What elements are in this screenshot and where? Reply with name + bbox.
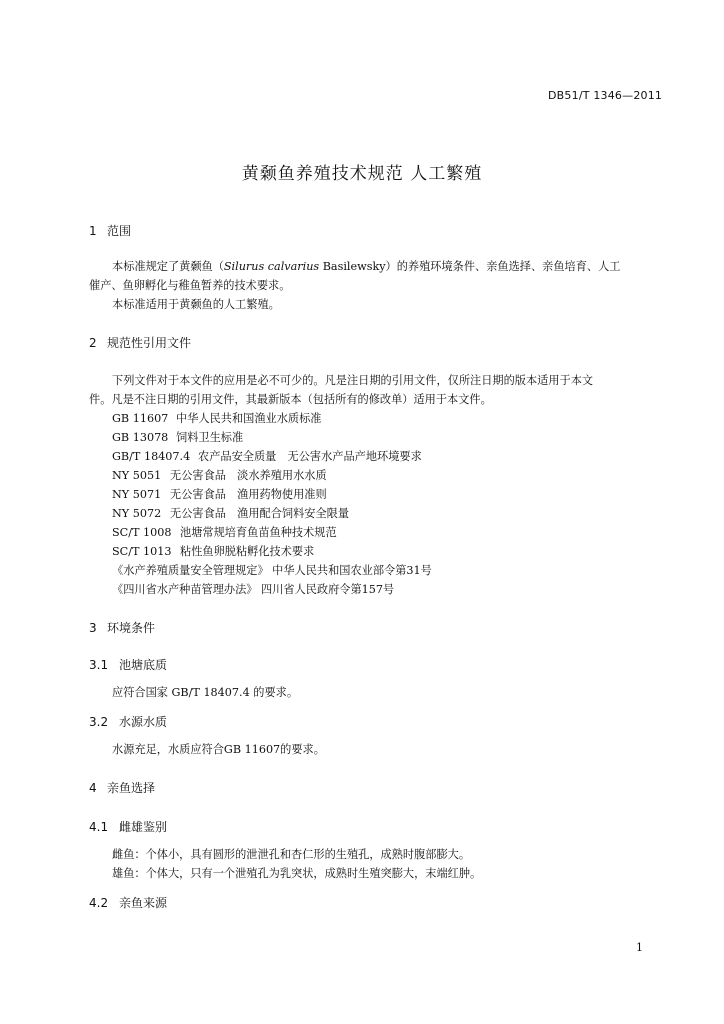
pond-bottom-requirement: 应符合国家 GB/T 18407.4 的要求。 [112,686,299,699]
references-intro-line-1: 下列文件对于本文件的应用是必不可少的。凡是注日期的引用文件，仅所注日期的版本适用于本文 [112,374,594,387]
section-1-heading [89,222,131,239]
subsection-title: 亲鱼来源 [119,896,168,910]
reference-code: SC/T 1008 [112,526,172,539]
standard-code: DB51/T 1346—2011 [548,89,663,102]
regulation-item: 《四川省水产种苗管理办法》 四川省人民政府令第157号 [112,583,395,596]
document-title: 黄颡鱼养殖技术规范 人工繁殖 [241,164,483,184]
reference-title: 饲料卫生标准 [176,431,244,444]
reference-code: SC/T 1013 [112,545,172,558]
reference-code: NY 5071 [112,488,162,501]
reference-item [112,505,349,521]
section-2-heading [89,334,191,351]
scope-applicability: 本标准适用于黄颡鱼的人工繁殖。 [112,298,280,311]
male-identification: 雄鱼：个体大，只有一个泄殖孔为乳突状，成熟时生殖突膨大，末端红肿。 [112,867,482,880]
section-number: 1 [89,224,97,238]
reference-title: 粘性鱼卵脱粘孵化技术要求 [180,545,315,558]
reference-title: 中华人民共和国渔业水质标准 [176,412,322,425]
subsection-title: 池塘底质 [119,658,168,672]
section-title: 规范性引用文件 [107,336,192,350]
reference-code: NY 5072 [112,507,162,520]
reference-title: 无公害食品 淡水养殖用水水质 [170,469,327,482]
reference-code: GB 13078 [112,431,169,444]
references-intro-line-2: 件。凡是不注日期的引用文件，其最新版本（包括所有的修改单）适用于本文件。 [89,393,492,406]
reference-code: NY 5051 [112,469,162,482]
section-number: 2 [89,336,97,350]
subsection-number: 3.2 [89,715,109,729]
subsection-number: 4.2 [89,896,109,910]
reference-item [112,467,327,483]
subsection-title: 水源水质 [119,715,168,729]
female-identification: 雌鱼：个体小，具有圆形的泄泄孔和杏仁形的生殖孔，成熟时腹部膨大。 [112,848,471,861]
scope-text-a: 本标准规定了黄颡鱼（ [112,260,224,273]
reference-item [112,429,243,445]
regulation-item: 《水产养殖质量安全管理规定》 中华人民共和国农业部令第31号 [112,564,432,577]
section-3-heading [89,619,155,636]
subsection-title: 雌雄鉴别 [119,820,168,834]
subsection-4-2-heading [89,894,167,911]
subsection-3-1-heading [89,656,167,673]
section-title: 环境条件 [107,621,156,635]
reference-item [112,543,314,559]
reference-title: 无公害食品 渔用配合饲料安全限量 [170,507,350,520]
section-number: 4 [89,781,97,795]
scope-paragraph-line-2: 催产、鱼卵孵化与稚鱼暂养的技术要求。 [89,279,291,292]
reference-title: 无公害食品 渔用药物使用准则 [170,488,327,501]
reference-item [112,524,337,540]
section-title: 范围 [107,224,132,238]
section-number: 3 [89,621,97,635]
reference-code: GB 11607 [112,412,169,425]
subsection-number: 3.1 [89,658,109,672]
section-4-heading [89,779,155,796]
reference-item [112,410,321,426]
water-quality-requirement: 水源充足，水质应符合GB 11607的要求。 [112,743,325,756]
subsection-number: 4.1 [89,820,109,834]
reference-item [112,448,422,464]
page-number: 1 [636,941,643,954]
reference-title: 池塘常规培育鱼苗鱼种技术规范 [180,526,337,539]
scope-paragraph-line-1 [112,258,620,274]
subsection-4-1-heading [89,818,167,835]
latin-name: Silurus calvarius [223,260,320,273]
section-title: 亲鱼选择 [107,781,156,795]
subsection-3-2-heading [89,713,167,730]
reference-code: GB/T 18407.4 [112,450,191,463]
reference-title: 农产品安全质量 无公害水产品产地环境要求 [198,450,422,463]
scope-text-b: Basilewsky）的养殖环境条件、亲鱼选择、亲鱼培育、人工 [319,260,621,273]
reference-item [112,486,327,502]
